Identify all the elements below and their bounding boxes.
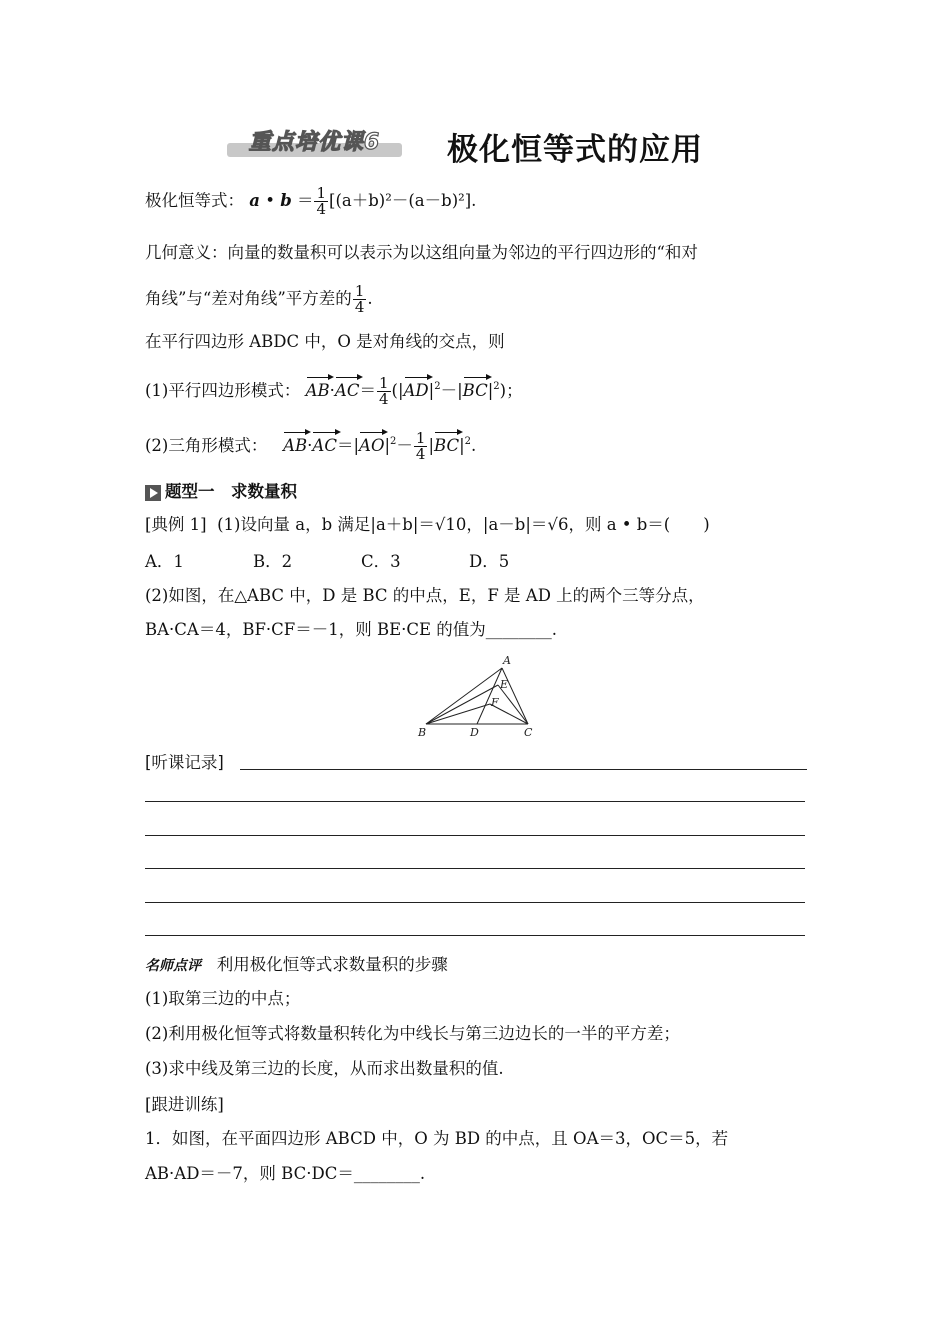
label-A: A [503,654,511,667]
quarter-fraction: $\frac{1}{4}$ [316,184,327,218]
quarter-fraction-2: $\frac{1}{4}$ [354,282,365,316]
notes-label: [听课记录] [145,753,224,772]
label-B: B [418,726,427,739]
identity-a: a [249,191,260,210]
mode2-line: (2)三角形模式： $AB\cdot AC=|AO|^2-$ $\frac{1}{4}$ $|BC|^2$. [145,429,477,463]
quarter-fraction-3: $\frac{1}{4}$ [378,374,389,408]
vector-AO: AO [359,434,384,458]
play-triangle-icon [145,485,161,501]
vector-BC-2: BC [434,434,459,458]
practice-q1-line-2: AB·AD＝－7，则 BC·DC＝________. [145,1164,426,1183]
mode1-line: (1)平行四边形模式： AB·AC＝ $\frac{1}{4}$ $(|AD|^2-|BC|^2)$； [145,374,523,408]
review-step-2: (2)利用极化恒等式将数量积转化为中线长与第三边边长的一半的平方差； [145,1024,680,1043]
part2-line-1: (2)如图，在△ABC 中，D 是 BC 的中点，E，F 是 AD 上的两个三等分点， [145,586,705,605]
meaning-line-1: 几何意义：向量的数量积可以表示为以这组向量为邻边的平行四边形的“和对 [145,243,698,262]
label-E: E [500,678,509,691]
notes-rule-6 [145,935,805,936]
triangle-figure [410,652,545,744]
label-F: F [491,696,499,709]
vector-AB: AB [306,379,330,403]
mode2-label: (2)三角形模式： [145,436,268,455]
vector-AB-2: AB [283,434,307,458]
lesson-badge: 重点培优课6 [248,130,381,155]
example-label: [典例 1] [145,515,207,534]
choice-b: B．2 [253,552,293,571]
choice-d: D．5 [469,552,510,571]
notes-rule-4 [145,868,805,869]
notes-rule-5 [145,902,805,903]
label-C: C [524,726,533,739]
choice-a: A．1 [145,552,184,571]
review-badge: 名师点评 [145,958,201,974]
practice-q1-line-1: 1．如图，在平面四边形 ABCD 中，O 为 BD 的中点，且 OA＝3，OC＝5，若 [145,1129,729,1148]
practice-label: [跟进训练] [145,1095,224,1114]
choice-c: C．3 [361,552,401,571]
identity-line [145,186,476,217]
vector-BC: BC [463,379,488,403]
identity-b: b [280,191,292,210]
vector-AC: AC [335,379,360,403]
notes-rule-3 [145,835,805,836]
vector-AD: AD [404,379,429,403]
identity-label: 极化恒等式： [145,191,244,210]
notes-rule-1 [240,769,807,770]
review-title: 利用极化恒等式求数量积的步骤 [216,955,448,974]
identity-rhs: [(a＋b)²－(a－b)²]. [329,191,477,210]
review-step-1: (1)取第三边的中点； [145,989,301,1008]
example-part1: (1)设向量 a，b 满足|a＋b|＝√10，|a－b|＝√6，则 a • b＝( ) [217,515,710,534]
meaning-line-2: 角线”与“差对角线”平方差的 $\frac{1}{4}$ . [145,282,373,316]
label-D: D [470,726,479,739]
page-title: 极化恒等式的应用 [447,132,703,168]
title-block [222,120,742,170]
setup-line: 在平行四边形 ABDC 中，O 是对角线的交点，则 [145,332,505,351]
notes-rule-2 [145,801,805,802]
quarter-fraction-4: $\frac{1}{4}$ [415,429,426,463]
choices-line [145,550,509,574]
mode1-label: (1)平行四边形模式： [145,381,301,400]
identity-eq: ＝ [296,191,314,210]
section-heading: 题型一 求数量积 [145,480,297,504]
example-line [145,513,710,537]
identity-dot: • [265,191,275,210]
vector-AC-2: AC [312,434,337,458]
part2-line-2: BA·CA＝4，BF·CF＝－1，则 BE·CE 的值为________. [145,620,558,639]
review-heading [145,953,448,978]
review-step-3: (3)求中线及第三边的长度，从而求出数量积的值. [145,1059,504,1078]
